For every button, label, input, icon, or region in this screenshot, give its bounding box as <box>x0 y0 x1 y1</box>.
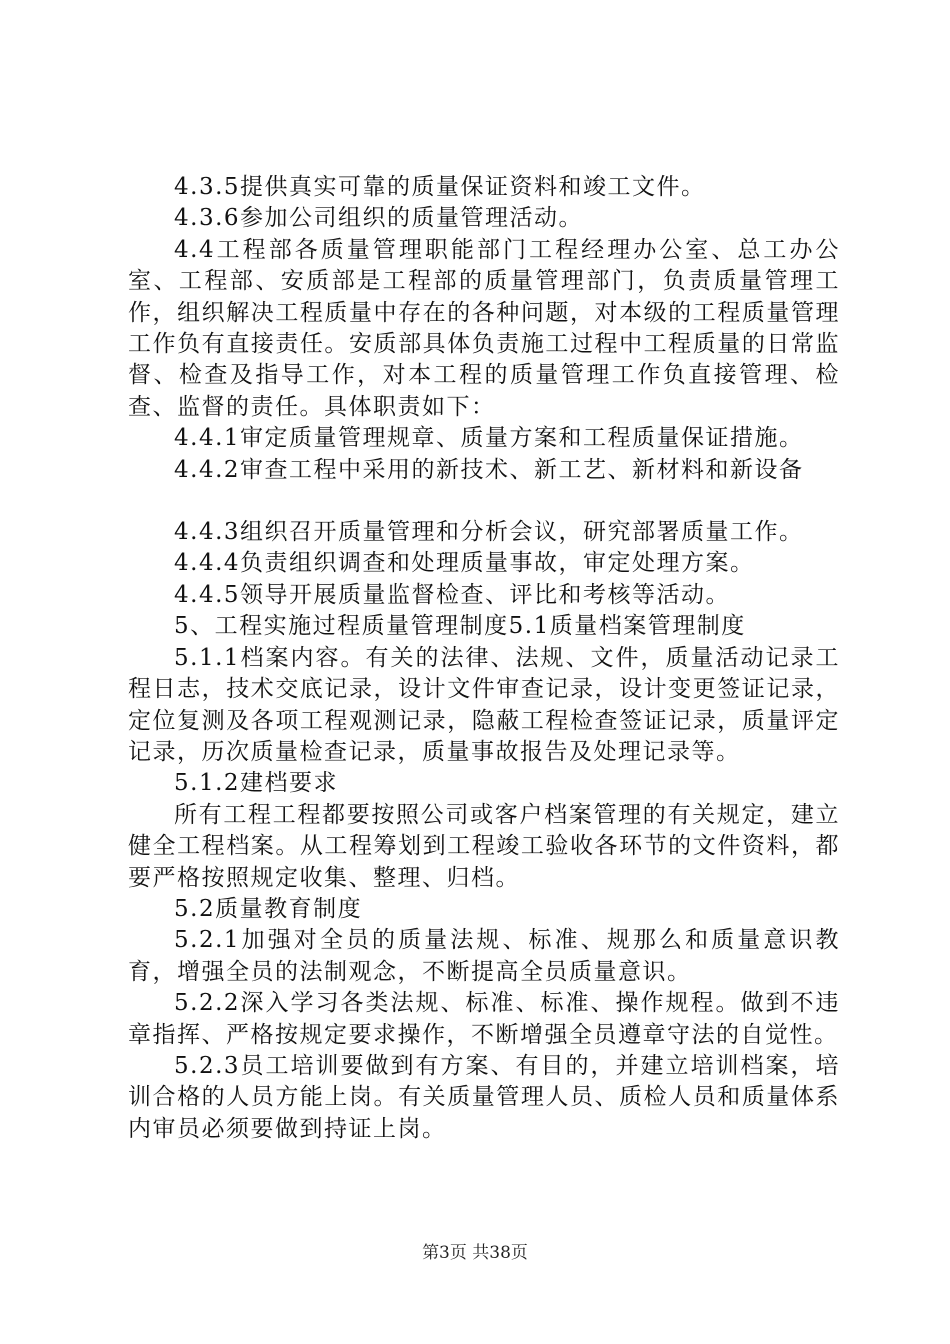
paragraph-4-3-6: 4.3.6参加公司组织的质量管理活动。 <box>174 205 584 232</box>
paragraph-4-4-3: 4.4.3组织召开质量管理和分析会议，研究部署质量工作。 <box>174 519 804 546</box>
paragraph-5-2-1: 5.2.1加强对全员的质量法规、标准、规那么和质量意识教育，增强全员的法制观念，不断提高全员质量意识。 <box>128 927 840 985</box>
paragraph-5-1-2-body: 所有工程工程都要按照公司或客户档案管理的有关规定，建立健全工程档案。从工程筹划到工程竣工验收各环节的文件资料，都要严格按照规定收集、整理、归档。 <box>128 801 840 891</box>
paragraph-4-4-1: 4.4.1审定质量管理规章、质量方案和工程质量保证措施。 <box>174 425 804 452</box>
section-5-heading: 5、工程实施过程质量管理制度5.1质量档案管理制度 <box>174 613 746 640</box>
paragraph-4-4-2: 4.4.2审查工程中采用的新技术、新工艺、新材料和新设备 <box>174 456 804 483</box>
paragraph-5-1-1: 5.1.1档案内容。有关的法律、法规、文件，质量活动记录工程日志，技术交底记录，设计文件审查记录，设计变更签证记录，定位复测及各项工程观测记录，隐蔽工程检查签证记录，质量评定记录，历次质量检查记录，质量事故报告及处理记录等。 <box>128 644 840 765</box>
paragraph-5-1-2-heading: 5.1.2建档要求 <box>174 770 339 797</box>
paragraph-5-2-3: 5.2.3员工培训要做到有方案、有目的，并建立培训档案，培训合格的人员方能上岗。有关质量管理人员、质检人员和质量体系内审员必须要做到持证上岗。 <box>128 1052 840 1142</box>
paragraph-4-4-4: 4.4.4负责组织调查和处理质量事故，审定处理方案。 <box>174 550 755 577</box>
page-footer: 第3页 共38页 <box>422 1243 528 1263</box>
paragraph-4-3-5: 4.3.5提供真实可靠的质量保证资料和竣工文件。 <box>174 174 706 200</box>
paragraph-5-2-2: 5.2.2深入学习各类法规、标准、标准、操作规程。做到不违章指挥、严格按规定要求操作，不断增强全员遵章守法的自觉性。 <box>128 990 840 1048</box>
paragraph-5-2-heading: 5.2质量教育制度 <box>174 895 363 922</box>
paragraph-4-4-5: 4.4.5领导开展质量监督检查、评比和考核等活动。 <box>174 581 731 608</box>
document-body <box>128 172 840 1145</box>
paragraph-4-4: 4.4工程部各质量管理职能部门工程经理办公室、总工办公室、工程部、安质部是工程部的质量管理部门，负责质量管理工作，组织解决工程质量中存在的各种问题，对本级的工程质量管理工作负有直接责任。安质部具体负责施工过程中工程质量的日常监督、检查及指导工作，对本工程的质量管理工作负直接管理、检查、监督的责任。具体职责如下： <box>128 236 840 420</box>
